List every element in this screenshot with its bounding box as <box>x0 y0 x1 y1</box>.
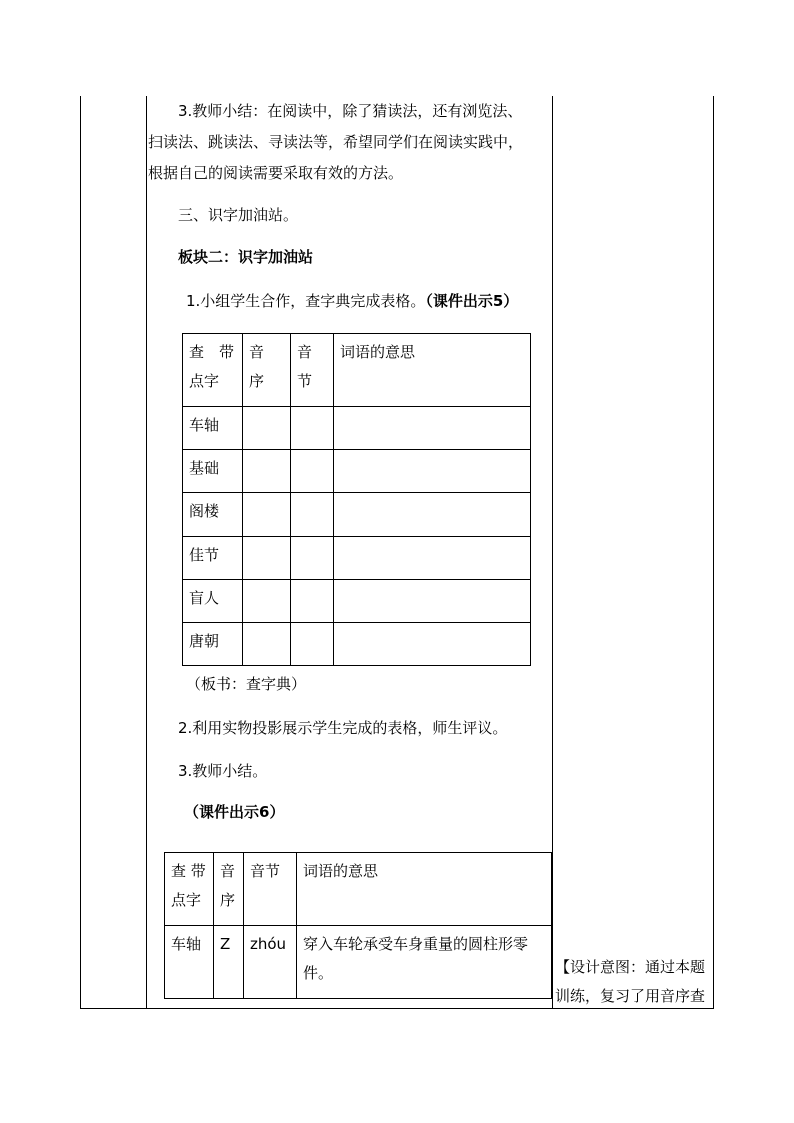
meaning-cell[interactable] <box>334 622 531 665</box>
order-cell: Z <box>214 926 244 999</box>
header-word-line-2: 点字 <box>189 372 220 390</box>
order-cell[interactable] <box>243 622 291 665</box>
meaning-line-1: 穿入车轮承受车身重量的圆柱形零 <box>303 935 529 953</box>
syllable-cell[interactable] <box>291 622 334 665</box>
order-cell[interactable] <box>243 579 291 622</box>
word-cell: 阁楼 <box>183 493 243 536</box>
syllable-cell[interactable] <box>291 579 334 622</box>
design-intent-line-1: 【设计意图：通过本题 <box>555 958 706 976</box>
header-meaning: 词语的意思 <box>303 862 379 880</box>
meaning-cell <box>297 926 552 999</box>
table-row <box>183 407 531 450</box>
frame-left-border <box>80 96 81 1008</box>
order-cell[interactable] <box>243 407 291 450</box>
table-row <box>183 579 531 622</box>
word-cell: 盲人 <box>183 579 243 622</box>
courseware-6-label: （课件出示6） <box>184 803 285 821</box>
table-row <box>183 622 531 665</box>
dictionary-table-blank <box>182 333 531 666</box>
table-row <box>183 493 531 536</box>
table-header-row <box>165 853 552 926</box>
header-word-line-2: 点字 <box>171 891 202 909</box>
syllable-cell[interactable] <box>291 493 334 536</box>
table-row <box>165 926 552 999</box>
summary-line-3: 根据自己的阅读需要采取有效的方法。 <box>148 164 404 182</box>
step-3-text: 3.教师小结。 <box>178 762 268 780</box>
step-1-courseware-label: （课件出示5） <box>425 292 519 310</box>
header-syllable: 音节 <box>250 862 281 880</box>
frame-column-divider-2 <box>552 96 553 1008</box>
header-cell-meaning <box>334 334 531 407</box>
frame-right-border <box>713 96 714 1008</box>
step-1-text <box>186 286 518 317</box>
header-syllable-line-2: 节 <box>297 372 313 390</box>
block-two-heading: 板块二：识字加油站 <box>178 248 314 266</box>
header-cell-word <box>183 334 243 407</box>
step-2-text: 2.利用实物投影展示学生完成的表格，师生评议。 <box>178 719 508 737</box>
meaning-cell[interactable] <box>334 407 531 450</box>
header-cell-meaning <box>297 853 552 926</box>
header-order-line-1: 音 <box>249 343 265 361</box>
order-cell[interactable] <box>243 450 291 493</box>
header-cell-order <box>243 334 291 407</box>
summary-line-2: 扫读法、跳读法、寻读法等，希望同学们在阅读实践中， <box>148 133 524 151</box>
header-meaning: 词语的意思 <box>340 343 416 361</box>
meaning-cell[interactable] <box>334 493 531 536</box>
dictionary-table-example <box>164 852 552 999</box>
summary-line-1: 3.教师小结：在阅读中，除了猜读法，还有浏览法、 <box>178 102 523 120</box>
header-syllable-line-1: 音 <box>297 343 313 361</box>
syllable-cell: zhóu <box>244 926 297 999</box>
word-cell: 基础 <box>183 450 243 493</box>
frame-column-divider-1 <box>146 96 147 1008</box>
header-order-line-2: 序 <box>220 891 236 909</box>
step-1-label: 1.小组学生合作，查字典完成表格。 <box>186 292 426 310</box>
header-cell-order <box>214 853 244 926</box>
header-cell-word <box>165 853 214 926</box>
design-intent-line-2: 训练，复习了用音序查 <box>555 987 706 1005</box>
meaning-cell[interactable] <box>334 450 531 493</box>
meaning-cell[interactable] <box>334 579 531 622</box>
word-cell: 车轴 <box>183 407 243 450</box>
syllable-cell[interactable] <box>291 450 334 493</box>
table-row <box>183 536 531 579</box>
section-three-heading: 三、识字加油站。 <box>178 206 299 224</box>
syllable-cell[interactable] <box>291 536 334 579</box>
order-cell[interactable] <box>243 493 291 536</box>
header-cell-syllable <box>244 853 297 926</box>
header-order-line-1: 音 <box>220 862 236 880</box>
table-header-row <box>183 334 531 407</box>
meaning-cell[interactable] <box>334 536 531 579</box>
word-cell: 车轴 <box>165 926 214 999</box>
order-cell[interactable] <box>243 536 291 579</box>
header-word-line-1: 查 带 <box>189 343 235 361</box>
table-row <box>183 450 531 493</box>
header-order-line-2: 序 <box>249 372 265 390</box>
word-cell: 唐朝 <box>183 622 243 665</box>
board-note: （板书：查字典） <box>186 675 307 693</box>
syllable-cell[interactable] <box>291 407 334 450</box>
word-cell: 佳节 <box>183 536 243 579</box>
header-word-line-1: 查 带 <box>171 862 206 880</box>
meaning-line-2: 件。 <box>303 964 334 982</box>
header-cell-syllable <box>291 334 334 407</box>
